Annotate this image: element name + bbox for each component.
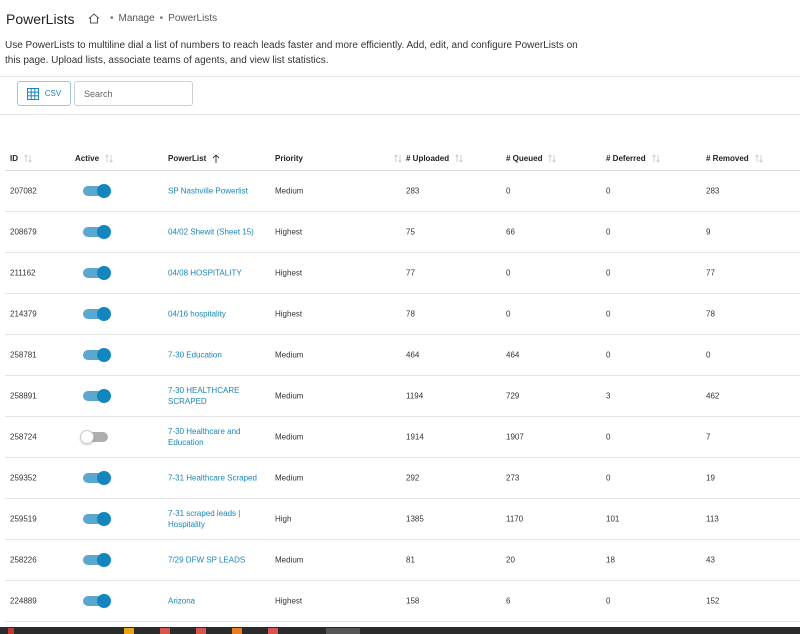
cell-id: 224889 [10,596,37,606]
cell-priority: Highest [275,227,303,237]
column-header-uploaded[interactable]: # Uploaded [406,154,463,163]
taskbar-app-icon[interactable] [160,628,170,634]
table-row [5,417,800,458]
page-title: PowerLists [6,11,75,27]
taskbar-app-icon[interactable] [268,628,278,634]
column-header-powerlist[interactable]: PowerList [168,154,268,163]
page-description: Use PowerLists to multiline dial a list of numbers to reach leads faster and more efficiently. Add, edit, and configure PowerLists on this page. Upload lists, associate teams of agents, and view list statistics. [5,40,578,66]
cell-id: 258724 [10,432,37,442]
breadcrumb-powerlists: PowerLists [168,13,218,24]
cell-id: 259519 [10,514,37,524]
active-toggle[interactable] [83,514,108,524]
cell-priority: Highest [275,596,303,606]
cell-deferred: 18 [606,555,615,565]
toggle-knob [97,553,111,567]
toggle-knob [97,225,111,239]
cell-queued: 0 [506,186,511,196]
breadcrumb-separator: • [110,13,114,24]
active-toggle[interactable] [83,227,108,237]
csv-button-label: CSV [44,89,62,98]
active-toggle[interactable] [83,391,108,401]
divider [0,114,800,115]
sort-icon [755,154,763,163]
toggle-knob [80,430,94,444]
cell-id: 258781 [10,350,37,360]
cell-removed: 9 [706,227,711,237]
cell-deferred: 0 [606,432,611,442]
column-header-active[interactable]: Active [75,154,113,163]
cell-uploaded: 77 [406,268,415,278]
powerlist-link[interactable]: Arizona [168,596,196,606]
toggle-knob [97,184,111,198]
cell-uploaded: 292 [406,473,420,483]
divider [0,76,800,77]
table-row [5,171,800,212]
cell-uploaded: 283 [406,186,420,196]
cell-uploaded: 464 [406,350,420,360]
sort-icon [24,154,32,163]
taskbar-app-icon[interactable] [124,628,134,634]
cell-removed: 0 [706,350,711,360]
taskbar-app-icon[interactable] [196,628,206,634]
grid-icon [27,88,39,100]
active-toggle[interactable] [83,350,108,360]
cell-uploaded: 81 [406,555,415,565]
column-header-deferred[interactable]: # Deferred [606,154,660,163]
table-header [5,145,800,171]
cell-id: 211162 [10,268,36,278]
cell-id: 208679 [10,227,37,237]
active-toggle[interactable] [83,186,108,196]
sort-icon [455,154,463,163]
cell-queued: 273 [506,473,520,483]
cell-uploaded: 158 [406,596,420,606]
cell-priority: Medium [275,432,304,442]
cell-priority: Highest [275,309,303,319]
cell-deferred: 0 [606,473,611,483]
cell-priority: Medium [275,186,304,196]
sort-icon [652,154,660,163]
cell-queued: 0 [506,309,511,319]
toggle-knob [97,512,111,526]
cell-queued: 20 [506,555,515,565]
powerlist-link[interactable]: 04/16 hospitality [168,309,226,319]
page-header [0,0,800,38]
cell-queued: 464 [506,350,520,360]
table-row [5,581,800,622]
table-row [5,376,800,417]
powerlist-link[interactable]: 7-30 HEALTHCARE SCRAPED [168,386,240,406]
cell-id: 207082 [10,186,37,196]
cell-removed: 462 [706,391,720,401]
home-icon[interactable] [88,13,100,24]
cell-priority: Medium [275,555,304,565]
toggle-knob [97,307,111,321]
cell-removed: 283 [706,186,720,196]
cell-deferred: 0 [606,227,611,237]
cell-priority: Medium [275,350,304,360]
powerlist-link[interactable]: 7-31 Healthcare Scraped [168,473,257,483]
active-toggle[interactable] [83,473,108,483]
table-row [5,212,800,253]
cell-priority: Highest [275,268,303,278]
cell-queued: 729 [506,391,520,401]
cell-removed: 113 [706,514,719,524]
os-taskbar [0,627,800,634]
cell-uploaded: 1194 [406,391,424,401]
breadcrumb [88,13,217,24]
toggle-knob [97,266,111,280]
table-row [5,335,800,376]
cell-removed: 7 [706,432,711,442]
cell-id: 258226 [10,555,37,565]
taskbar-app-icon[interactable] [232,628,242,634]
active-toggle[interactable] [83,596,108,606]
cell-queued: 1907 [506,432,524,442]
cell-deferred: 101 [606,514,620,524]
active-toggle[interactable] [83,432,108,442]
table-row [5,294,800,335]
toggle-knob [97,471,111,485]
cell-priority: Medium [275,391,304,401]
cell-uploaded: 1385 [406,514,424,524]
table-row [5,253,800,294]
cell-deferred: 0 [606,309,611,319]
cell-removed: 19 [706,473,715,483]
breadcrumb-separator: • [159,13,164,24]
powerlist-link[interactable]: 7-30 Healthcare and Education [168,427,241,447]
powerlist-link[interactable]: 7-30 Education [168,350,222,360]
sort-ascending-icon [212,154,220,163]
sort-icon [548,154,556,163]
cell-priority: High [275,514,292,524]
table-row [5,458,800,499]
column-header-queued[interactable]: # Queued [506,154,556,163]
powerlist-link[interactable]: 7-31 scraped leads | Hospitality [168,509,241,529]
cell-queued: 66 [506,227,515,237]
table-row [5,540,800,581]
taskbar-app-icon[interactable] [8,628,14,634]
cell-priority: Medium [275,473,304,483]
cell-queued: 6 [506,596,511,606]
toggle-knob [97,594,111,608]
active-toggle[interactable] [83,309,108,319]
taskbar-app-icon[interactable] [326,628,360,634]
active-toggle[interactable] [83,555,108,565]
cell-removed: 152 [706,596,720,606]
cell-id: 214379 [10,309,37,319]
csv-export-button[interactable] [17,81,71,106]
column-header-removed[interactable]: # Removed [706,154,763,163]
cell-uploaded: 78 [406,309,415,319]
cell-uploaded: 1914 [406,432,424,442]
toggle-knob [97,389,111,403]
cell-removed: 43 [706,555,715,565]
powerlist-link[interactable]: 04/02 Shewit (Sheet 15) [168,227,254,237]
toggle-knob [97,348,111,362]
breadcrumb-manage[interactable]: Manage [118,13,155,24]
active-toggle[interactable] [83,268,108,278]
cell-deferred: 0 [606,350,611,360]
cell-deferred: 0 [606,268,611,278]
cell-deferred: 3 [606,391,611,401]
cell-id: 258891 [10,391,37,401]
powerlist-link[interactable]: 7/29 DFW SP LEADS [168,555,246,565]
cell-queued: 0 [506,268,511,278]
cell-deferred: 0 [606,186,611,196]
powerlist-link[interactable]: 04/08 HOSPITALITY [168,268,242,278]
cell-uploaded: 75 [406,227,415,237]
sort-icon[interactable] [394,154,402,163]
cell-queued: 1170 [506,514,524,524]
sort-icon [105,154,113,163]
cell-removed: 77 [706,268,715,278]
search-input[interactable] [74,81,193,106]
powerlists-table [5,145,800,622]
cell-removed: 78 [706,309,715,319]
cell-id: 259352 [10,473,37,483]
cell-deferred: 0 [606,596,611,606]
column-header-priority[interactable]: Priority [275,154,304,163]
powerlist-link[interactable]: SP Nashville Powerlist [168,186,248,196]
column-header-id[interactable]: ID [10,154,32,163]
table-row [5,499,800,540]
